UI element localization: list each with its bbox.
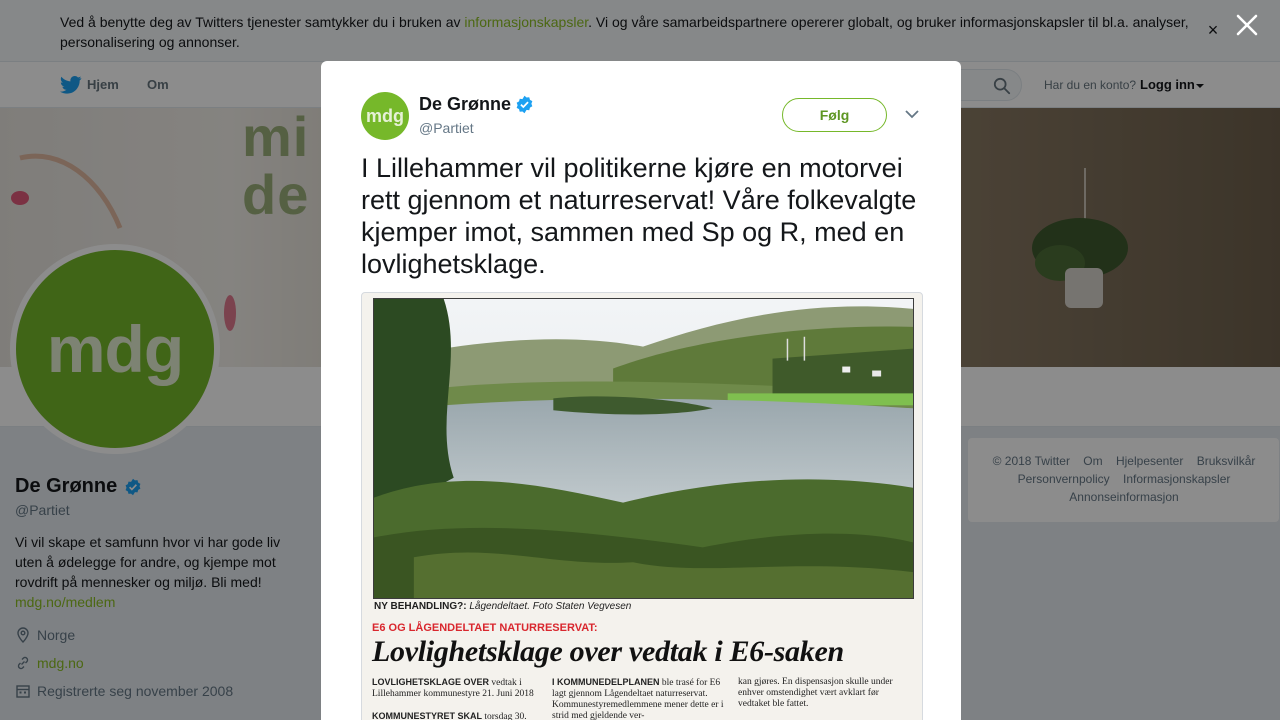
col2-text: ble trasé for E6 lagt gjennom Lågendeltaet naturreservat. Kommunestyremedlemmene mener dette er i strid med gjeldende ver- xyxy=(552,678,724,720)
photo-caption xyxy=(374,601,631,612)
caption-label: NY BEHANDLING?: xyxy=(374,601,467,612)
website-link[interactable]: mdg.no xyxy=(37,655,84,671)
location-text: Norge xyxy=(37,627,76,643)
col1-lead2: KOMMUNESTYRET SKAL xyxy=(372,711,482,720)
footer-link-privacy[interactable]: Personvernpolicy xyxy=(1017,472,1110,486)
cookie-text-end: . Vi og våre samarbeidspartnere opererer globalt, og bruker informasjonskapsler til bl.a. analyser, personalisering og annonser. xyxy=(60,14,1189,50)
col1-text2: torsdag 30. xyxy=(482,712,527,720)
article-headline: Lovlighetsklage over vedtak i E6-saken xyxy=(372,635,844,668)
article-column-3 xyxy=(738,677,913,710)
cover-text-line1: mi xyxy=(242,108,310,168)
tweet-author-handle[interactable]: @Partiet xyxy=(419,120,474,136)
follow-button[interactable]: Følg xyxy=(782,98,887,132)
cover-text-line2: de xyxy=(242,163,310,226)
article-column-1 xyxy=(372,677,542,720)
nav-home-link[interactable]: Hjem xyxy=(87,77,119,92)
tweet-media-image[interactable] xyxy=(361,292,923,720)
footer-link-cookies[interactable]: Informasjonskapsler xyxy=(1123,472,1231,486)
tweet-text: I Lillehammer vil politikerne kjøre en motorvei rett gjennom et naturreservat! Våre folkevalgte kjemper imot, sammen med Sp og R, med en lovlighetsklage. xyxy=(361,153,917,279)
tweet-author-name[interactable]: De Grønne xyxy=(419,94,512,114)
chevron-down-icon[interactable] xyxy=(905,109,919,119)
cookie-text-start: Ved å benytte deg av Twitters tjenester samtykker du i bruken av xyxy=(60,14,465,30)
cookie-info-link[interactable]: informasjonskapsler xyxy=(464,14,589,30)
footer-link-terms[interactable]: Bruksvilkår xyxy=(1196,454,1256,468)
cookie-close-button[interactable]: × xyxy=(1207,20,1219,40)
login-question: Har du en konto? xyxy=(1044,78,1137,92)
profile-handle[interactable]: @Partiet xyxy=(15,502,70,518)
login-link[interactable]: Logg inn xyxy=(1140,77,1195,92)
caption-credit: Lågendeltaet. Foto Staten Vegvesen xyxy=(466,601,632,612)
footer-copyright: © 2018 Twitter xyxy=(992,454,1070,468)
article-kicker: E6 OG LÅGENDELTAET NATURRESERVAT: xyxy=(372,622,598,634)
close-icon[interactable] xyxy=(1234,12,1260,38)
col1-lead: LOVLIGHETSKLAGE OVER xyxy=(372,677,490,687)
profile-name[interactable]: De Grønne xyxy=(15,475,118,497)
tweet-modal xyxy=(321,61,961,720)
tweet-avatar[interactable]: mdg xyxy=(361,92,409,140)
footer-link-ads[interactable]: Annonseinformasjon xyxy=(1069,490,1179,504)
profile-bio-link[interactable]: mdg.no/medlem xyxy=(15,594,116,610)
nav-about-link[interactable]: Om xyxy=(147,77,169,92)
joined-text: Registrerte seg november 2008 xyxy=(37,683,234,699)
lake-photo xyxy=(373,298,914,599)
footer-link-about[interactable]: Om xyxy=(1083,454,1103,468)
article-column-2 xyxy=(552,677,727,720)
footer-link-help[interactable]: Hjelpesenter xyxy=(1115,454,1184,468)
col2-lead: I KOMMUNEDELPLANEN xyxy=(552,677,660,687)
avatar-logo-text: mdg xyxy=(16,250,214,448)
col3-text: kan gjøres. En dispensasjon skulle under enhver omstendighet vært avklart før vedtaket ble fattet. xyxy=(738,677,893,709)
col1-text: vedtak i Lillehammer kommunestyre 21. Juni 2018 xyxy=(372,678,534,699)
verified-badge-icon xyxy=(515,95,534,114)
profile-bio: Vi vil skape et samfunn hvor vi har gode liv uten å ødelegge for andre, og kjempe mot rovdrift på mennesker og miljø. Bli med! xyxy=(15,534,281,590)
